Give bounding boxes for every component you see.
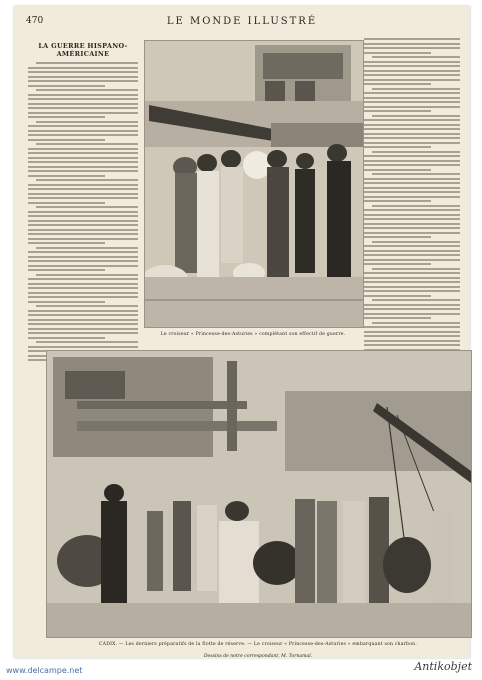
illustration-cruiser-crew bbox=[144, 40, 364, 328]
article-headline: LA GUERRE HISPANO-AMÉRICAINE bbox=[38, 42, 128, 58]
article-column bbox=[28, 42, 138, 364]
page-number: 470 bbox=[26, 16, 44, 26]
watermark-left[interactable]: www.delcampe.net bbox=[6, 666, 83, 675]
watermark-right[interactable]: Antikobjet bbox=[414, 660, 472, 673]
newspaper-page bbox=[14, 6, 470, 658]
page-header bbox=[14, 16, 470, 32]
masthead: LE MONDE ILLUSTRÉ bbox=[166, 16, 318, 27]
page-footer bbox=[0, 660, 482, 680]
caption-top: Le croiseur « Princesse-des-Asturies » complétant son effectif de guerre. bbox=[160, 332, 346, 337]
engraving-cruiser-crew-icon bbox=[145, 41, 363, 327]
illustration-coaling bbox=[46, 350, 472, 638]
engraving-coaling-ship-icon bbox=[47, 351, 471, 637]
article-column-right bbox=[364, 38, 460, 389]
illustration-credit: Dessins de notre correspondant, M. Tornamal. bbox=[203, 654, 313, 659]
caption-bottom: CADIX. — Les derniers préparatifs de la flotte de réserve. — Le croiseur « Princesse-des-Asturies » embarquant son charbon. bbox=[99, 642, 417, 647]
